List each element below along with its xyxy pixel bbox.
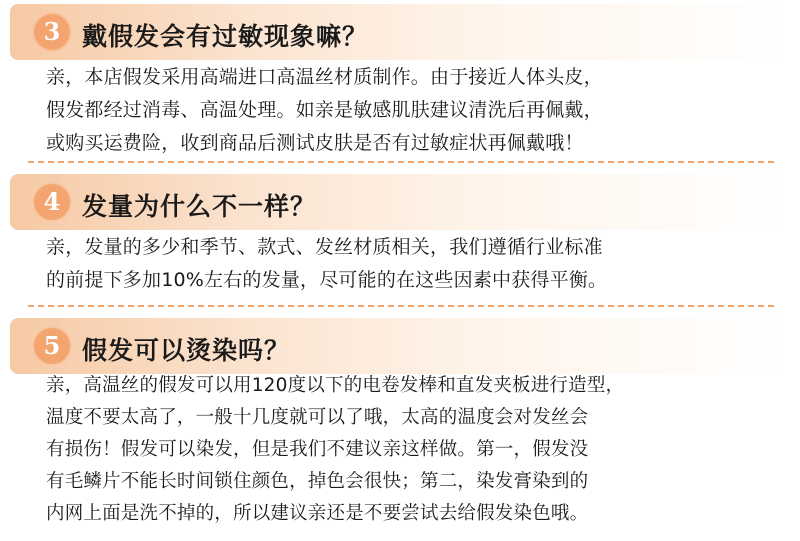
section-divider bbox=[28, 305, 774, 307]
faq-5-question: 假发可以烫染吗？ bbox=[82, 336, 291, 365]
answer-line: 温度不要太高了，一般十几度就可以了哦，太高的温度会对发丝会 bbox=[46, 407, 589, 428]
faq-3-number-badge: 3 bbox=[34, 14, 70, 50]
answer-line: 亲，本店假发采用高端进口高温丝材质制作。由于接近人体头皮， bbox=[46, 66, 603, 88]
answer-line: 内网上面是洗不掉的，所以建议亲还是不要尝试去给假发染色哦。 bbox=[46, 503, 589, 524]
answer-line: 的前提下多加10%左右的发量，尽可能的在这些因素中获得平衡。 bbox=[46, 269, 608, 291]
answer-line: 或购买运费险，收到商品后测试皮肤是否有过敏症状再佩戴哦！ bbox=[46, 132, 584, 154]
faq-3-header bbox=[10, 4, 790, 60]
answer-line: 有损伤！假发可以染发，但是我们不建议亲这样做。第一，假发没 bbox=[46, 439, 589, 460]
answer-line: 假发都经过消毒、高温处理。如亲是敏感肌肤建议清洗后再佩戴， bbox=[46, 99, 603, 121]
faq-4-number-badge: 4 bbox=[34, 184, 70, 220]
answer-line: 亲，发量的多少和季节、款式、发丝材质相关，我们遵循行业标准 bbox=[46, 236, 603, 258]
faq-3-answer bbox=[46, 61, 782, 160]
section-divider bbox=[28, 161, 774, 163]
faq-4-question: 发量为什么不一样？ bbox=[82, 192, 317, 221]
answer-line: 亲，高温丝的假发可以用120度以下的电卷发棒和直发夹板进行造型， bbox=[46, 375, 625, 396]
faq-5-header bbox=[10, 318, 790, 374]
faq-4-answer bbox=[46, 231, 782, 297]
answer-line: 有毛鳞片不能长时间锁住颜色，掉色会很快；第二，染发膏染到的 bbox=[46, 471, 589, 492]
faq-5-answer bbox=[46, 370, 782, 530]
faq-4-header bbox=[10, 174, 790, 230]
faq-3-question: 戴假发会有过敏现象嘛？ bbox=[82, 22, 369, 51]
faq-5-number-badge: 5 bbox=[34, 328, 70, 364]
